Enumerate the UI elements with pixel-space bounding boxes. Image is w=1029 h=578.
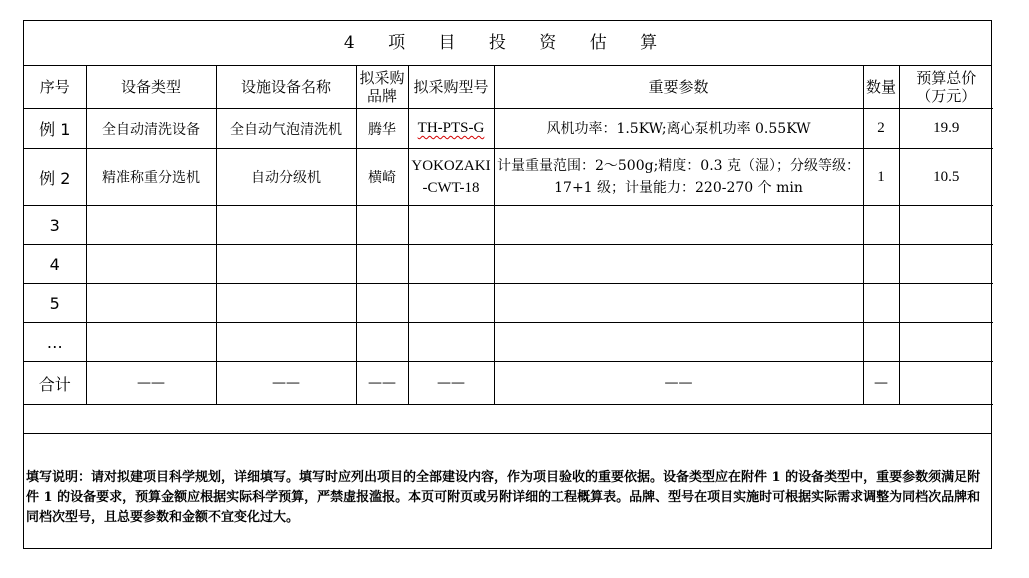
investment-table: [24, 66, 993, 405]
table-row: [24, 206, 993, 245]
cell-model: [408, 109, 494, 149]
cell-empty: [863, 284, 899, 323]
cell-empty: [863, 245, 899, 284]
total-budget: [899, 362, 993, 405]
cell-empty: [216, 206, 356, 245]
cell-empty: [408, 206, 494, 245]
header-brand: 拟采购品牌: [356, 66, 408, 109]
cell-empty: [899, 206, 993, 245]
total-params: ——: [494, 362, 863, 405]
total-facility-name: ——: [216, 362, 356, 405]
total-brand: ——: [356, 362, 408, 405]
cell-model: YOKOZAKI-CWT-18: [408, 149, 494, 206]
cell-params: 计量重量范围：2～500g;精度：0.3 克（湿）；分级等级：17+1 级；计量能力：220-270 个 min: [494, 149, 863, 206]
total-label: 合计: [24, 362, 86, 405]
cell-empty: [494, 245, 863, 284]
cell-empty: [494, 206, 863, 245]
table-row: [24, 149, 993, 206]
cell-empty: [86, 284, 216, 323]
header-facility-name: 设施设备名称: [216, 66, 356, 109]
cell-empty: [863, 206, 899, 245]
cell-empty: [216, 323, 356, 362]
cell-budget: 19.9: [899, 109, 993, 149]
cell-empty: [899, 284, 993, 323]
cell-seq: …: [24, 323, 86, 362]
model-text: TH-PTS-G: [417, 120, 485, 136]
cell-empty: [356, 284, 408, 323]
header-equipment-type: 设备类型: [86, 66, 216, 109]
cell-facility-name: 全自动气泡清洗机: [216, 109, 356, 149]
header-params: 重要参数: [494, 66, 863, 109]
cell-budget: 10.5: [899, 149, 993, 206]
cell-empty: [899, 245, 993, 284]
cell-seq: 4: [24, 245, 86, 284]
cell-facility-name: 自动分级机: [216, 149, 356, 206]
investment-estimate-form: [23, 20, 992, 549]
cell-empty: [494, 284, 863, 323]
cell-empty: [408, 284, 494, 323]
table-row: [24, 245, 993, 284]
cell-empty: [216, 245, 356, 284]
cell-quantity: 1: [863, 149, 899, 206]
cell-equipment-type: 精准称重分选机: [86, 149, 216, 206]
total-row: [24, 362, 993, 405]
total-model: ——: [408, 362, 494, 405]
header-quantity: 数量: [863, 66, 899, 109]
cell-seq: 5: [24, 284, 86, 323]
total-equipment-type: ——: [86, 362, 216, 405]
fill-instructions: 填写说明：请对拟建项目科学规划，详细填写。填写时应列出项目的全部建设内容，作为项目验收的重要依据。设备类型应在附件 1 的设备类型中，重要参数须满足附件 1 的设备要求，预算金额应根据实际科学预算，严禁虚报滥报。本页可附页或另附详细的工程概算表。品牌、型号在项目实施时可根据实际需求调整为同档次品牌和同档次型号，且总要参数和金额不宜变化过大。: [24, 433, 991, 550]
cell-brand: 腾华: [356, 109, 408, 149]
section-title: 4 项 目 投 资 估 算: [24, 21, 991, 66]
total-quantity: —: [863, 362, 899, 405]
cell-seq: 例 1: [24, 109, 86, 149]
header-budget: 预算总价（万元）: [899, 66, 993, 109]
cell-empty: [86, 206, 216, 245]
cell-empty: [356, 245, 408, 284]
cell-empty: [356, 323, 408, 362]
cell-empty: [216, 284, 356, 323]
cell-empty: [408, 245, 494, 284]
header-model: 拟采购型号: [408, 66, 494, 109]
cell-seq: 3: [24, 206, 86, 245]
cell-empty: [899, 323, 993, 362]
table-row: [24, 284, 993, 323]
cell-params: 风机功率：1.5KW;离心泵机功率 0.55KW: [494, 109, 863, 149]
cell-equipment-type: 全自动清洗设备: [86, 109, 216, 149]
cell-empty: [863, 323, 899, 362]
table-row: [24, 109, 993, 149]
cell-empty: [494, 323, 863, 362]
header-row: [24, 66, 993, 109]
cell-empty: [86, 245, 216, 284]
table-row: [24, 323, 993, 362]
cell-brand: 横崎: [356, 149, 408, 206]
cell-seq: 例 2: [24, 149, 86, 206]
cell-empty: [408, 323, 494, 362]
cell-quantity: 2: [863, 109, 899, 149]
header-seq: 序号: [24, 66, 86, 109]
cell-empty: [86, 323, 216, 362]
cell-empty: [356, 206, 408, 245]
